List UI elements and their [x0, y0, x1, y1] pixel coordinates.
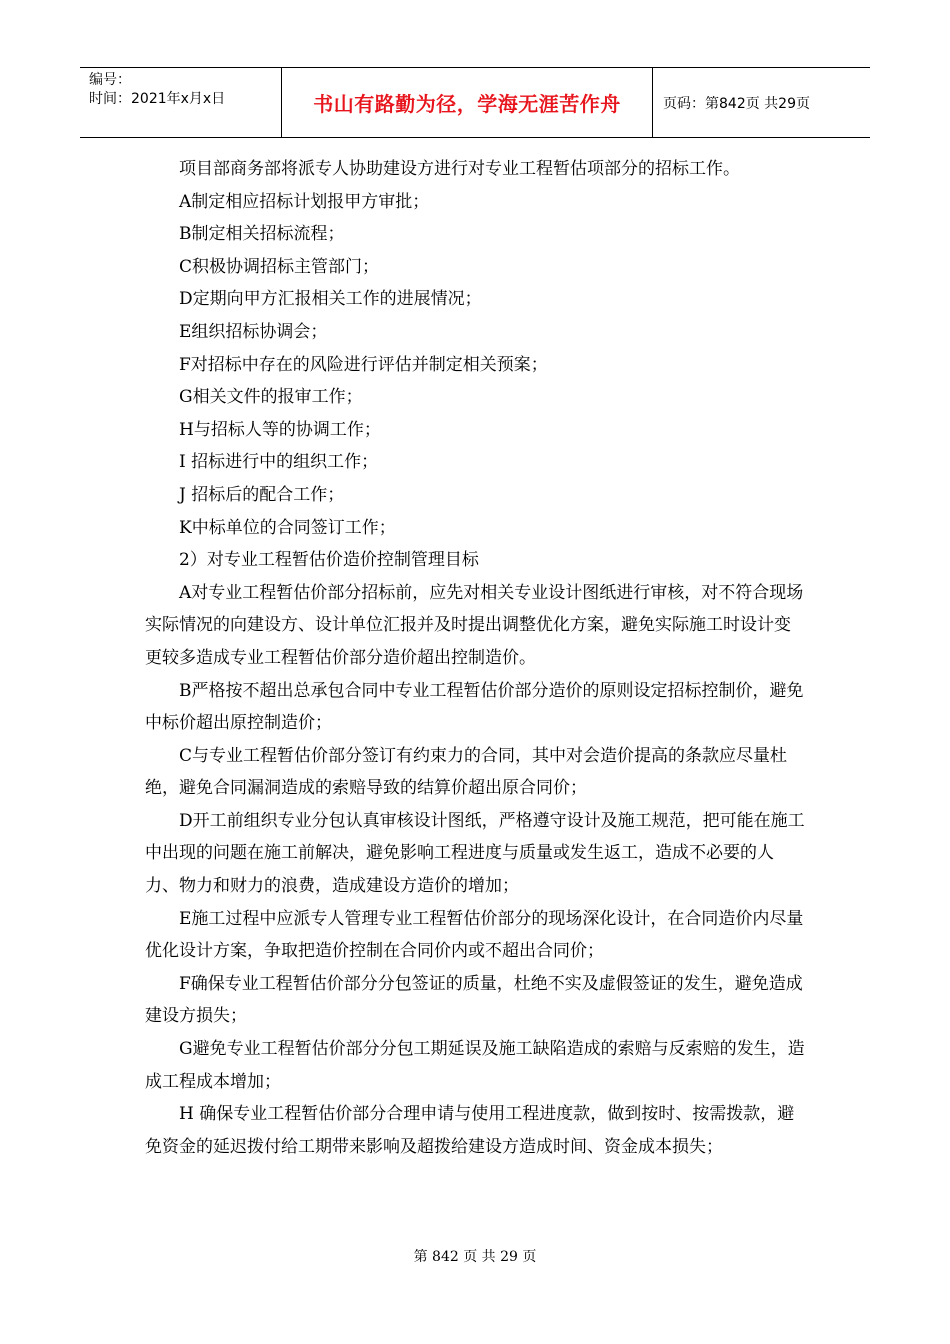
paragraph: B严格按不超出总承包合同中专业工程暂估价部分造价的原则设定招标控制价，避免中标价超出原控制造价； — [145, 680, 804, 734]
section-heading: 2）对专业工程暂估价造价控制管理目标 — [179, 550, 479, 571]
paragraph: H与招标人等的协调工作； — [179, 419, 381, 440]
paragraph: E施工过程中应派专人管理专业工程暂估价部分的现场深化设计，在合同造价内尽量优化设计方案，争取把造价控制在合同价内或不超出合同价； — [145, 908, 804, 962]
paragraph: D定期向甲方汇报相关工作的进展情况； — [179, 289, 482, 310]
document-header — [80, 67, 870, 138]
paragraph: H 确保专业工程暂估价部分合理申请与使用工程进度款，做到按时、按需拨款，避免资金的延迟拨付给工期带来影响及超拨给建设方造成时间、资金成本损失； — [145, 1104, 795, 1157]
paragraph: A对专业工程暂估价部分招标前，应先对相关专业设计图纸进行审核，对不符合现场实际情况的向建设方、设计单位汇报并及时提出调整优化方案，避免实际施工时设计变更较多造成专业工程暂估价部分造价超出控制造价。 — [145, 582, 804, 668]
paragraph: K中标单位的合同签订工作； — [179, 517, 396, 538]
paragraph: F确保专业工程暂估价部分分包签证的质量，杜绝不实及虚假签证的发生，避免造成建设方损失； — [145, 973, 803, 1027]
page-footer: 第 842 页 共 29 页 — [413, 1249, 537, 1265]
paragraph: J 招标后的配合工作； — [179, 484, 345, 505]
header-meta — [80, 68, 282, 137]
paragraph: F对招标中存在的风险进行评估并制定相关预案； — [179, 354, 548, 375]
paragraph: E组织招标协调会； — [179, 321, 328, 342]
paragraph: D开工前组织专业分包认真审核设计图纸，严格遵守设计及施工规范，把可能在施工中出现的问题在施工前解决，避免影响工程进度与质量或发生返工，造成不必要的人力、物力和财力的浪费，造成建设方造价的增加； — [145, 810, 805, 897]
paragraph: G相关文件的报审工作； — [179, 387, 363, 408]
paragraph: B制定相关招标流程； — [179, 224, 345, 245]
paragraph: 项目部商务部将派专人协助建设方进行对专业工程暂估项部分的招标工作。 — [179, 159, 740, 179]
paragraph: I 招标进行中的组织工作； — [179, 452, 379, 473]
paragraph: C积极协调招标主管部门； — [179, 256, 380, 277]
document-body — [145, 153, 805, 1163]
number-label: 编号： — [89, 72, 131, 88]
paragraph: C与专业工程暂估价部分签订有约束力的合同，其中对会造价提高的条款应尽量杜绝，避免合同漏洞造成的索赔导致的结算价超出原合同价； — [145, 745, 788, 799]
time-label: 时间：2021年x月x日 — [89, 91, 226, 107]
paragraph: G避免专业工程暂估价部分分包工期延误及施工缺陷造成的索赔与反索赔的发生，造成工程成本增加； — [145, 1039, 805, 1092]
header-page-info: 页码：第842页 共29页 — [663, 95, 810, 112]
paragraph: A制定相应招标计划报甲方审批； — [179, 191, 430, 212]
header-motto: 书山有路勤为径，学海无涯苦作舟 — [282, 68, 653, 137]
